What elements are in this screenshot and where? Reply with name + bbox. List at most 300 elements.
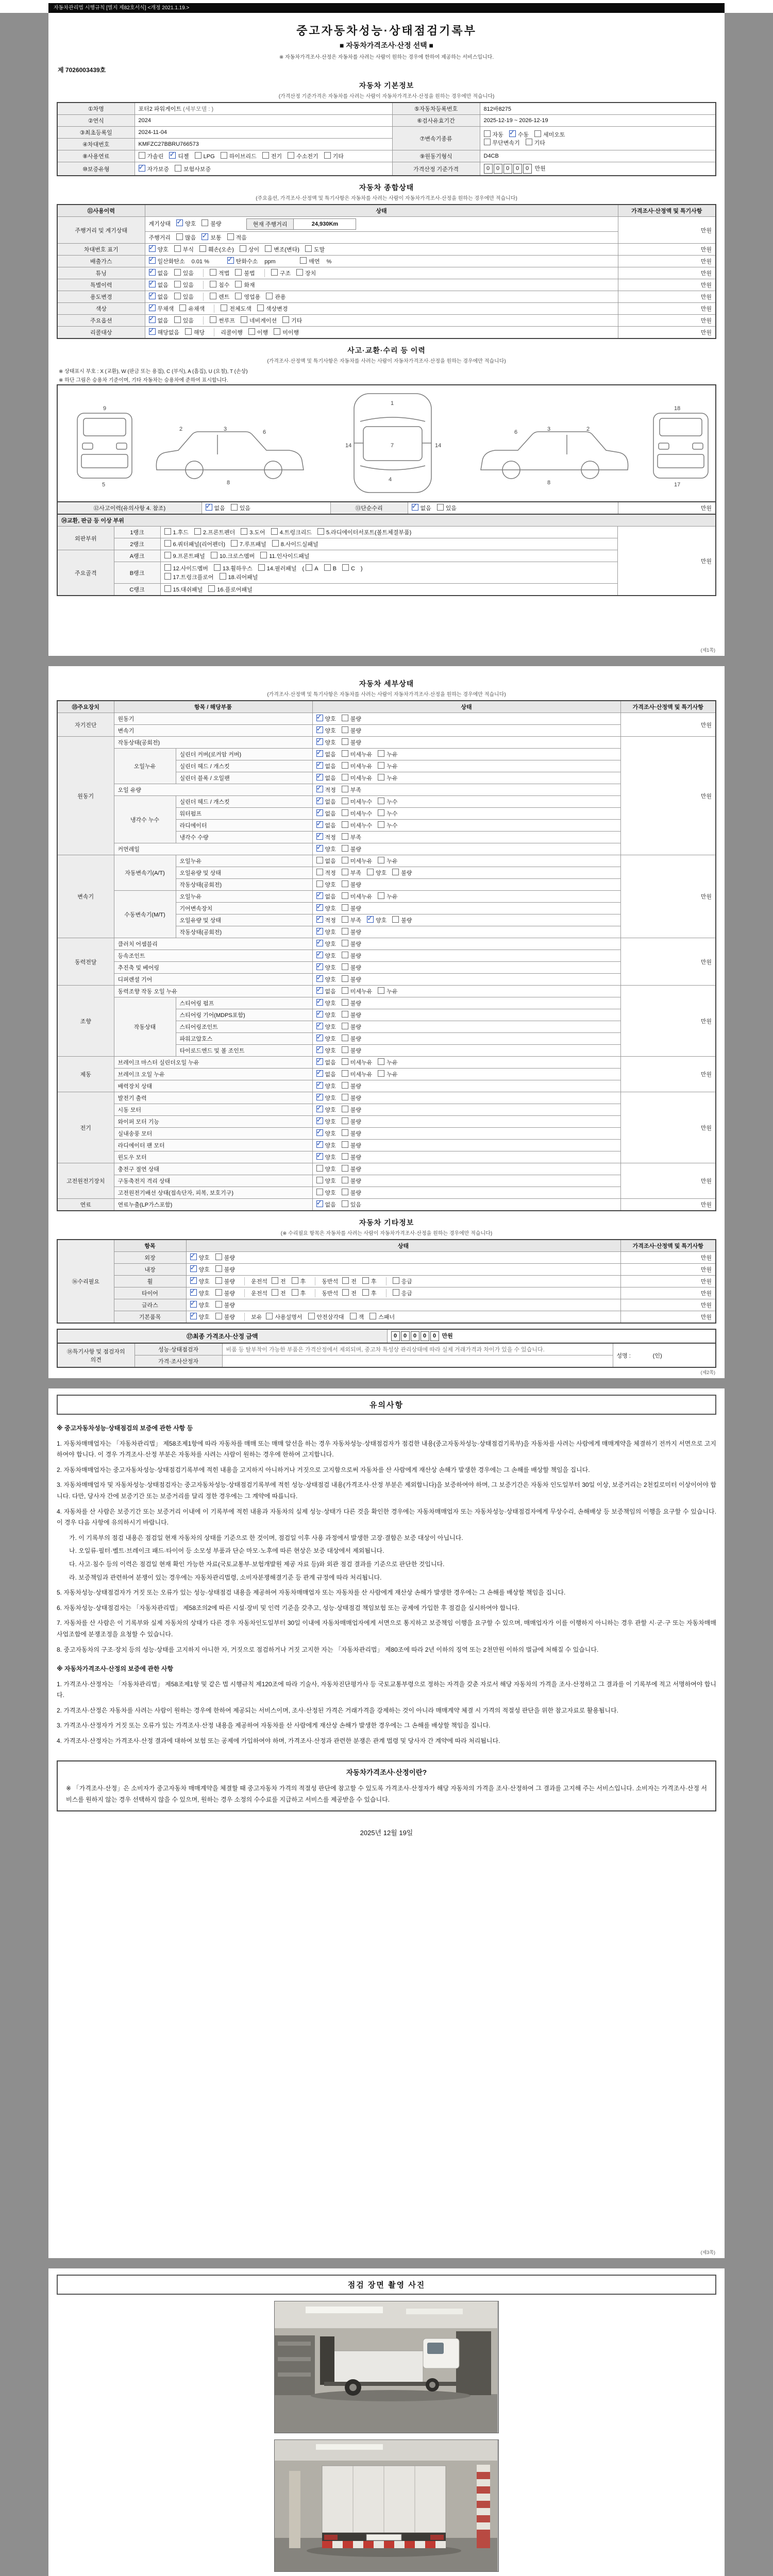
notice-p: 2. 가격조사·산정은 자동차를 사려는 사람이 원하는 경우에 한하여 제공되는 서비스이며, 조사·산정된 가격은 거래가격을 강제하는 것이 아니라 매매계약 체결 시 가격의 적절성 판단을 위한 참고자료로 활용됩니다. (57, 1706, 619, 1714)
checkbox-label: 17.트렁크플로어 (173, 574, 214, 581)
item-label: 발전기 출력 (114, 1092, 312, 1104)
checkbox-option (227, 257, 258, 265)
checkbox-label: 영업용 (244, 294, 261, 300)
notice-p: 1. 자동차매매업자는 「자동차관리법」 제58조제1항에 따라 자동차를 매매 또는 매매 알선을 하는 경우 자동차성능·상태점검자가 점검한 내용(중고자동차성능·상태점검기록부)을 자동차를 사려는 사람에게 매매계약을 체결하기 전까지 서면으로 고지하여야 합니다. 이 경우 가격조사·산정 부분은 자동차를 사려는 사람이 원하는 경우에 한하여 고지합니다. (57, 1439, 716, 1459)
unchecked-checkbox-icon (231, 540, 238, 547)
row-basic-items (57, 1311, 716, 1324)
checkbox-label: 기타 (332, 154, 344, 160)
wheel-driver-group (244, 1277, 311, 1285)
state-checkboxes (312, 1128, 620, 1140)
checkbox-option (221, 304, 251, 313)
final-price-value (387, 1329, 716, 1343)
state-checkboxes (312, 962, 620, 974)
checkbox-option (316, 1106, 336, 1114)
checked-checkbox-icon (190, 1253, 197, 1260)
checkbox-option (201, 219, 221, 228)
checkbox-option (174, 293, 194, 301)
checkbox-option (342, 1153, 361, 1161)
checkbox-option (342, 1023, 361, 1031)
checkbox-label: 양호 (325, 1143, 336, 1149)
checkbox-option (342, 1035, 361, 1043)
checkbox-option (342, 809, 373, 818)
checkbox-label: 적정 (325, 870, 336, 876)
checkbox-option (412, 504, 431, 512)
notices-body (57, 1423, 716, 1839)
checkbox-option (195, 152, 215, 160)
checkbox-label: 양호 (325, 728, 336, 734)
checkbox-option (342, 1094, 361, 1102)
checkbox-label: 양호 (325, 1083, 336, 1090)
checkbox-label: 적법 (219, 270, 230, 277)
checkbox-label: 양호 (325, 1036, 336, 1042)
row-rankC (57, 584, 716, 596)
price-unit-cell: 만원 (620, 1092, 716, 1163)
etc-header-row (57, 1240, 716, 1252)
unchecked-checkbox-icon (211, 552, 217, 558)
exterior-label: 외장 (114, 1252, 186, 1264)
device-group-label: 고전원전기장치 (57, 1163, 114, 1199)
checkbox-label: 이행 (257, 330, 268, 336)
item-label: 타이로드엔드 및 볼 조인트 (176, 1045, 312, 1057)
row-interior (57, 1264, 716, 1276)
special-main-checkboxes (149, 281, 200, 289)
vin-value: KMFZC27BBRU766573 (135, 139, 392, 150)
checkbox-option (292, 1277, 306, 1285)
checkbox-option (316, 880, 336, 889)
col-state: 상태 (145, 205, 618, 217)
detail-row (57, 1092, 716, 1104)
unchecked-checkbox-icon (316, 1189, 323, 1195)
checkbox-option (215, 1301, 235, 1309)
checkbox-option (342, 1011, 361, 1019)
svg-text:8: 8 (227, 480, 230, 486)
checkbox-label: 불량 (350, 906, 362, 912)
etc-info-table (57, 1239, 716, 1324)
notice-p: 3. 가격조사·산정자가 거짓 또는 오류가 있는 가격조사·산정 내용을 제공하여 자동차를 산 사람에게 재산상 손해가 발생한 경우에는 그 손해를 배상할 책임을 집니다. (57, 1722, 491, 1730)
checkbox-label: 가솔린 (147, 154, 164, 160)
checkbox-label: 없음 (325, 799, 336, 805)
checkbox-label: 없음 (157, 294, 169, 300)
checkbox-label: 후 (300, 1279, 306, 1285)
price-unit-cell: 만원 (620, 986, 716, 1057)
checkbox-option (316, 821, 336, 829)
unchecked-checkbox-icon (378, 857, 384, 863)
checkbox-label: 불량 (350, 1001, 362, 1007)
checked-checkbox-icon (412, 504, 418, 511)
notice-sub: 가. 이 기록부의 점검 내용은 점검일 현재 자동차의 상태를 기준으로 한 것이며, 점검일 이후 사용 과정에서 발생한 고장·결함은 보증 대상이 아닙니다. (69, 1534, 463, 1541)
row-glass (57, 1299, 716, 1311)
special-kind-checkboxes (203, 281, 261, 289)
checkbox-label: 상이 (248, 247, 260, 253)
checked-checkbox-icon (316, 1082, 323, 1089)
unchecked-checkbox-icon (260, 552, 267, 558)
price-unit-cell: 만원 (620, 1311, 716, 1324)
options-cell (145, 315, 618, 327)
unchecked-checkbox-icon (342, 738, 348, 745)
item-label: 시동 모터 (114, 1104, 312, 1116)
checkbox-option (248, 328, 268, 336)
unchecked-checkbox-icon (342, 1289, 349, 1296)
unchecked-checkbox-icon (378, 1058, 384, 1065)
checkbox-option (316, 809, 336, 818)
col-detail-price: 가격조사·산정액 및 특기사항 (620, 701, 716, 713)
row-car-name (57, 103, 716, 115)
tire-driver-checkboxes (272, 1291, 311, 1297)
unchecked-checkbox-icon (342, 809, 348, 816)
checkbox-option (271, 269, 291, 277)
checkbox-label: 누유 (386, 1072, 398, 1078)
checked-checkbox-icon (169, 152, 176, 159)
unchecked-checkbox-icon (235, 293, 242, 299)
unchecked-checkbox-icon (367, 869, 374, 875)
checkbox-label: 누유 (386, 775, 398, 782)
checkbox-option (393, 1289, 412, 1297)
checkbox-label: 양호 (325, 1012, 336, 1019)
final-price-table (57, 1329, 716, 1344)
tire-passenger-checkboxes (342, 1291, 382, 1297)
checkbox-option (316, 715, 336, 723)
car-name-label: ①차명 (57, 103, 135, 115)
checkbox-label: 누수 (386, 811, 398, 817)
unchecked-checkbox-icon (308, 1313, 315, 1319)
checked-checkbox-icon (316, 1153, 323, 1160)
basic-items-main-checkboxes (190, 1313, 241, 1321)
item-label: 커먼레일 (114, 843, 312, 855)
checkbox-label: 양호 (157, 247, 169, 253)
special-history-cell (145, 279, 618, 291)
glass-checkboxes (186, 1299, 620, 1311)
checkbox-label: 안전삼각대 (316, 1314, 344, 1320)
checkbox-option (316, 1094, 336, 1102)
checkbox-label: 일산화탄소 (157, 259, 185, 265)
checkbox-option (235, 281, 255, 289)
checkbox-option (174, 316, 194, 325)
diagram-note-legend: ※ 하단 그림은 승용차 기준이며, 기타 자동차는 승용차에 준하여 표시합니다. (59, 378, 228, 383)
checkbox-label: 양호 (325, 1001, 336, 1007)
checkbox-option (342, 1177, 361, 1185)
detail-row (57, 891, 716, 903)
state-checkboxes (312, 1080, 620, 1092)
section-subtitle-detail: (가격조사·산정액 및 특기사항은 자동차를 사려는 사람이 자동차가격조사·산정을 원하는 경우에만 적습니다) (267, 692, 506, 698)
price-unit-cell: 만원 (618, 217, 716, 244)
checkbox-label: 양호 (376, 870, 387, 876)
checkbox-label: 후 (300, 1291, 306, 1297)
checkbox-label: 미세누유 (350, 1072, 373, 1078)
checkbox-option (342, 880, 361, 889)
checked-checkbox-icon (316, 774, 323, 781)
checkbox-option (316, 869, 336, 877)
svg-text:1: 1 (391, 400, 394, 406)
unchecked-checkbox-icon (227, 233, 234, 240)
checked-checkbox-icon (316, 1046, 323, 1053)
car-diagram-panel (57, 384, 716, 502)
col-item-part: 항목 / 해당부품 (114, 701, 312, 713)
unchecked-checkbox-icon (342, 869, 348, 875)
unchecked-checkbox-icon (342, 1165, 348, 1172)
checkbox-option (342, 916, 361, 924)
checked-checkbox-icon (316, 1117, 323, 1124)
device-group-label: 자기진단 (57, 713, 114, 737)
unchecked-checkbox-icon (378, 1070, 384, 1077)
checker-remark-text: 비품 등 탈부착이 가능한 부품은 가격산정에서 제외되며, 중고차 특성상 관리상태에 따라 실제 거래가격과 차이가 있을 수 있습니다. (222, 1343, 613, 1355)
detail-row (57, 1140, 716, 1151)
detail-row (57, 962, 716, 974)
checkbox-option (282, 316, 302, 325)
page-3-notices (48, 1388, 725, 2258)
rankC-part-checkboxes (160, 584, 618, 596)
checkbox-option (342, 738, 361, 747)
checkbox-label: 없음 (325, 858, 336, 865)
checked-checkbox-icon (149, 257, 156, 264)
page-4-photos (48, 2268, 725, 2576)
unchecked-checkbox-icon (342, 1082, 348, 1089)
state-checkboxes (312, 1057, 620, 1069)
checkbox-option (190, 1277, 210, 1285)
device-group-label: 동력전달 (57, 938, 114, 986)
checkbox-label: 누수 (386, 823, 398, 829)
car-name-value (135, 103, 392, 115)
price-unit-cell: 만원 (620, 737, 716, 855)
unchecked-checkbox-icon (272, 540, 279, 547)
unchecked-checkbox-icon (378, 987, 384, 994)
checked-checkbox-icon (316, 1094, 323, 1100)
unchecked-checkbox-icon (342, 940, 348, 946)
state-checkboxes (312, 1045, 620, 1057)
checkbox-label: 있음 (350, 1202, 362, 1208)
checked-checkbox-icon (316, 1070, 323, 1077)
checked-checkbox-icon (227, 257, 234, 264)
unchecked-checkbox-icon (342, 999, 348, 1006)
wheel-passenger-checkboxes (342, 1279, 382, 1285)
svg-text:17: 17 (674, 482, 681, 488)
unchecked-checkbox-icon (195, 152, 201, 159)
checkbox-option (185, 328, 205, 336)
valid-period-value: 2025-12-19 ~ 2026-12-19 (480, 115, 716, 127)
appraiser-remark-text (222, 1355, 613, 1368)
checkbox-label: C (350, 566, 355, 572)
price-unit-cell: 만원 (620, 713, 716, 737)
checkbox-option (235, 293, 260, 301)
item-label: 실린더 헤드 / 개스킷 (176, 760, 312, 772)
unchecked-checkbox-icon (266, 1313, 273, 1319)
checkbox-option (164, 564, 208, 572)
checkbox-option (179, 304, 205, 313)
checkbox-label: 네비게이션 (249, 318, 277, 324)
checkbox-option (316, 1189, 336, 1197)
tuning-legal-checkboxes (203, 269, 261, 277)
unchecked-checkbox-icon (342, 1011, 348, 1018)
checkbox-option (342, 750, 373, 758)
price-digit-box: 0 (503, 164, 512, 174)
checkbox-label: 적정 (325, 787, 336, 793)
checkbox-label: 양호 (185, 221, 196, 227)
checkbox-label: 불량 (350, 1155, 362, 1161)
checkbox-option (316, 1117, 336, 1126)
state-checkboxes (312, 760, 620, 772)
checkbox-label: 무채색 (157, 306, 174, 312)
checked-checkbox-icon (316, 786, 323, 792)
checkbox-option (342, 975, 361, 984)
checkbox-label: 불량 (350, 1166, 362, 1173)
section-title-overall: 자동차 종합상태 (359, 183, 414, 192)
checkbox-label: 불량 (350, 941, 362, 947)
unchecked-checkbox-icon (378, 774, 384, 781)
row-accident-history (57, 502, 716, 514)
state-checkboxes (312, 1033, 620, 1045)
unchecked-checkbox-icon (257, 304, 264, 311)
item-label: 등속조인트 (114, 950, 312, 962)
checkbox-option (342, 1046, 361, 1055)
checkbox-option (272, 1277, 286, 1285)
state-checkboxes (312, 843, 620, 855)
checkbox-label: 불량 (350, 1107, 362, 1113)
item-label: 구동축전지 격리 상태 (114, 1175, 312, 1187)
state-checkboxes (312, 986, 620, 997)
checkbox-label: 탄화수소 (236, 259, 258, 265)
checkbox-label: 불량 (350, 1083, 362, 1090)
unchecked-checkbox-icon (342, 798, 348, 804)
unchecked-checkbox-icon (316, 857, 323, 863)
unchecked-checkbox-icon (369, 1313, 376, 1319)
page-gap (0, 2258, 773, 2268)
state-checkboxes (312, 1104, 620, 1116)
unchecked-checkbox-icon (164, 573, 171, 580)
color-main-checkboxes (149, 304, 211, 313)
remarks-table (57, 1343, 716, 1368)
checked-checkbox-icon (509, 130, 516, 137)
unchecked-checkbox-icon (240, 245, 246, 252)
checkbox-option (342, 928, 361, 936)
checkbox-option (392, 869, 412, 877)
checkbox-option (306, 564, 318, 572)
price-unit-cell: 만원 (618, 327, 716, 339)
checkbox-label: 전 (351, 1291, 357, 1297)
usage-kind-checkboxes (203, 293, 291, 301)
checkbox-label: 양호 (198, 1255, 210, 1261)
tire-spare-checkbox (386, 1289, 418, 1297)
checkbox-option (316, 1058, 336, 1066)
unchecked-checkbox-icon (342, 987, 348, 994)
checkbox-label: 불량 (224, 1314, 236, 1320)
tire-passenger-group (315, 1289, 382, 1297)
sub-group-label: 작동상태 (114, 997, 176, 1057)
checkbox-label: 없음 (157, 270, 169, 277)
unchecked-checkbox-icon (378, 821, 384, 828)
checkbox-label: 양호 (198, 1302, 210, 1309)
checkbox-label: 양호 (325, 1024, 336, 1030)
unchecked-checkbox-icon (306, 564, 312, 571)
checkbox-option (316, 1129, 336, 1138)
checkbox-label: 3.도어 (249, 530, 265, 536)
state-checkboxes (312, 1021, 620, 1033)
item-label: 냉각수 수량 (176, 832, 312, 843)
checkbox-label: 18.리어패널 (228, 574, 258, 581)
checkbox-label: 미세누유 (350, 1060, 373, 1066)
rankA-label: A랭크 (114, 550, 160, 562)
checkbox-option (266, 1313, 302, 1321)
checkbox-label: 양호 (198, 1279, 210, 1285)
svg-text:2: 2 (179, 426, 183, 432)
section-head-accident (57, 345, 716, 364)
wheel-main-checkboxes (190, 1277, 241, 1285)
recall-fulfill-group (214, 328, 305, 336)
state-checkboxes (312, 1199, 620, 1211)
checkbox-label: 불량 (350, 1119, 362, 1125)
row-emissions (57, 256, 716, 267)
item-label: 라디에이터 팬 모터 (114, 1140, 312, 1151)
document-number: 제 7026003439호 (58, 66, 106, 74)
unchecked-checkbox-icon (378, 750, 384, 757)
item-label: 오일누유 (176, 891, 312, 903)
car-diagram (63, 387, 721, 497)
checkbox-label: 불량 (350, 977, 362, 983)
checkbox-label: 디젤 (178, 154, 189, 160)
price-digit-box: 0 (411, 1331, 419, 1341)
checkbox-option (316, 975, 336, 984)
checkbox-option (367, 916, 386, 924)
unchecked-checkbox-icon (174, 269, 181, 276)
checkbox-option (378, 1058, 397, 1066)
checkbox-option (342, 564, 355, 572)
checkbox-option (484, 139, 520, 147)
checked-checkbox-icon (149, 269, 156, 276)
checkbox-option (215, 1265, 235, 1274)
checkbox-label: 렌트 (219, 294, 230, 300)
checked-checkbox-icon (316, 975, 323, 982)
checkbox-option (288, 152, 318, 160)
checkbox-label: 무단변속기 (492, 140, 520, 146)
current-mileage-box (246, 218, 357, 230)
checked-checkbox-icon (316, 798, 323, 804)
unchecked-checkbox-icon (231, 504, 238, 511)
checkbox-option (316, 1070, 336, 1078)
checkbox-label: 후 (371, 1279, 377, 1285)
checkbox-option (362, 1277, 377, 1285)
checkbox-label: 변조(변타) (274, 247, 299, 253)
item-label: 작동상태(공회전) (176, 926, 312, 938)
checkbox-label: 양호 (325, 1048, 336, 1054)
price-unit-cell: 만원 (620, 1264, 716, 1276)
checkbox-label: 양호 (376, 918, 387, 924)
unchecked-checkbox-icon (378, 798, 384, 804)
item-label: 실린더 커버(로커암 커버) (176, 749, 312, 760)
checkbox-label: 양호 (325, 965, 336, 971)
checkbox-option (175, 165, 211, 173)
unchecked-checkbox-icon (271, 269, 278, 276)
checkbox-option (316, 1141, 336, 1149)
state-checkboxes (312, 891, 620, 903)
unchecked-checkbox-icon (174, 316, 181, 323)
checkbox-label: A (314, 566, 318, 572)
unchecked-checkbox-icon (215, 1301, 222, 1308)
notice-p: 7. 자동차를 산 사람은 이 기록부와 실제 자동차의 상태가 다른 경우 자동차인도일부터 30일 이내에 자동차매매업자에게 서면으로 통지하고 보증책임 이행을 요구할 수 있으며, 매매업자가 이를 이행하지 아니하는 경우 관할 시·군·구 또는 자동차매매사업조합에 분쟁조정을 요청할 수 있습니다. (57, 1619, 716, 1638)
checkbox-label: 14.필러패널 (266, 566, 297, 572)
checkbox-option (241, 316, 277, 325)
unchecked-checkbox-icon (350, 1313, 357, 1319)
transmission-options-1 (484, 130, 712, 139)
checkbox-option (316, 857, 336, 865)
unchecked-checkbox-icon (272, 1277, 278, 1284)
checkbox-option (316, 999, 336, 1007)
price-unit-cell: 만원 (618, 279, 716, 291)
price-unit-cell: 만원 (618, 315, 716, 327)
state-code-legend: ※ 상태표시 부호 : X (교환), W (판금 또는 용접), C (부식), A (흠집), U (요철), T (손상) (59, 369, 248, 375)
checkbox-label: 누유 (386, 894, 398, 900)
row-final-price (57, 1329, 716, 1343)
unchecked-checkbox-icon (484, 139, 491, 145)
checkbox-option (227, 233, 247, 242)
unchecked-checkbox-icon (274, 328, 280, 335)
